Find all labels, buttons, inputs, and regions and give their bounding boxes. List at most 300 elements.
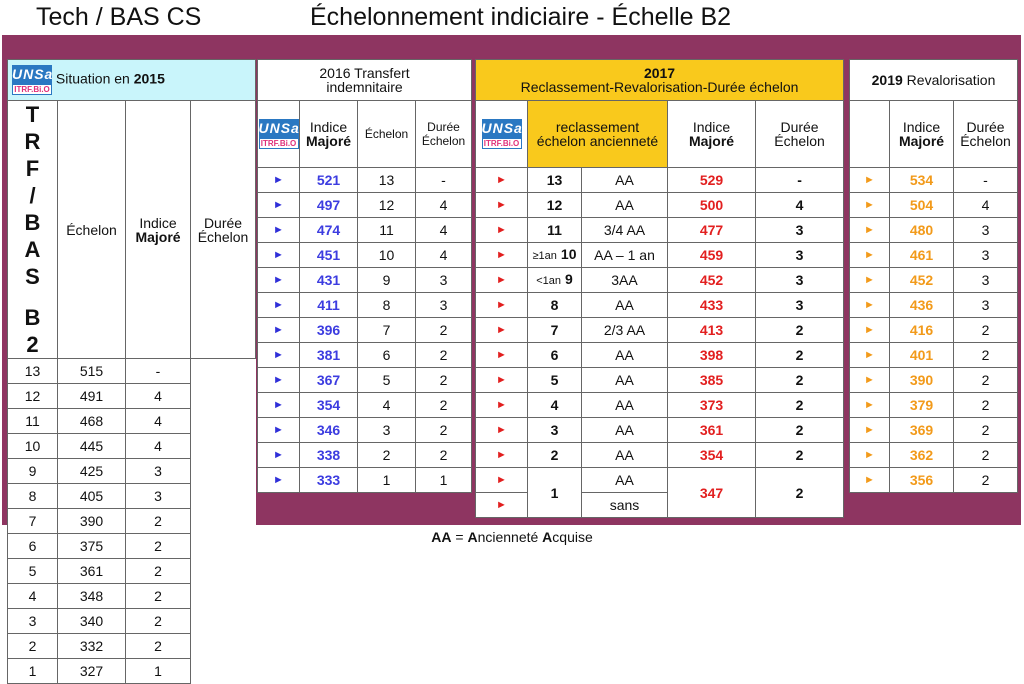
cell-duree: 2 [756,443,844,468]
cell-indice: 348 [58,584,126,609]
arrow-icon: ► [258,393,300,418]
header-duree: Durée Échelon [416,101,472,168]
panel-2017 [475,59,844,518]
table-row [850,318,1018,343]
page-title-right: Échelonnement indiciaire - Échelle B2 [310,3,732,31]
arrow-icon: ► [258,193,300,218]
cell-echelon: 8 [8,484,58,509]
arrow-icon: ► [850,368,890,393]
table-row [258,393,472,418]
cell-indice: 327 [58,659,126,684]
cell-anciennete: AA – 1 an [582,243,668,268]
cell-duree: 2 [954,368,1018,393]
table-row [8,559,256,584]
cell-indice: 529 [668,168,756,193]
arrow-icon: ► [258,368,300,393]
table-row [8,459,256,484]
cell-echelon-value: 9 [564,271,573,287]
table-row [258,218,472,243]
cell-echelon: 13 [528,168,582,193]
cell-echelon: 7 [8,509,58,534]
cell-echelon [528,243,582,268]
table-row [850,168,1018,193]
cell-duree: 2 [126,584,191,609]
table-row [8,359,256,384]
cell-echelon: 12 [528,193,582,218]
cell-indice: 369 [890,418,954,443]
body-2015 [8,359,256,684]
cell-anciennete: AA [582,443,668,468]
caption-row-2017 [476,60,844,101]
cell-duree: 3 [416,293,472,318]
cell-duree: 2 [756,468,844,518]
cell-echelon: 9 [8,459,58,484]
cell-echelon: 11 [528,218,582,243]
table-2016 [257,59,472,493]
side-label-letter: / [29,183,36,208]
table-row [476,468,844,493]
cell-echelon: 9 [358,268,416,293]
arrow-icon: ► [850,343,890,368]
cell-indice: 461 [890,243,954,268]
cell-duree: 2 [954,418,1018,443]
cell-duree: 3 [756,218,844,243]
cell-indice: 436 [890,293,954,318]
side-label-letter: T [25,102,40,127]
cell-indice: 452 [890,268,954,293]
table-row [476,268,844,293]
cell-echelon: 1 [8,659,58,684]
header-row-2015 [8,101,256,359]
cell-echelon: 6 [528,343,582,368]
cell-indice: 379 [890,393,954,418]
cell-duree: 3 [126,459,191,484]
cell-duree: 3 [756,243,844,268]
arrow-icon: ► [476,443,528,468]
arrow-icon: ► [476,368,528,393]
cell-prefix: ≥1an [532,250,557,262]
unsa-logo: UNSa ITRF.Bi.O [12,66,54,94]
arrow-icon: ► [258,168,300,193]
cell-indice: 396 [300,318,358,343]
cell-indice: 405 [58,484,126,509]
cell-anciennete: AA [582,193,668,218]
cell-duree: 2 [756,393,844,418]
side-label-letter: B [24,210,41,235]
cell-echelon: 11 [8,409,58,434]
table-row [476,218,844,243]
caption-row-2016 [258,60,472,101]
cell-echelon [528,268,582,293]
cell-duree: - [126,359,191,384]
cell-echelon: 3 [358,418,416,443]
cell-indice: 373 [668,393,756,418]
arrow-icon: ► [850,193,890,218]
cell-indice: 401 [890,343,954,368]
header-row-2016 [258,101,472,168]
cell-duree: 2 [954,468,1018,493]
cell-duree: 2 [126,509,191,534]
cell-indice: 361 [58,559,126,584]
cell-duree: 3 [954,218,1018,243]
side-label [8,101,58,359]
cell-duree: 2 [756,368,844,393]
cell-indice: 398 [668,343,756,368]
cell-indice: 431 [300,268,358,293]
cell-indice: 459 [668,243,756,268]
cell-duree: 3 [756,268,844,293]
arrow-icon: ► [850,168,890,193]
caption-2015 [8,60,256,101]
cell-indice: 332 [58,634,126,659]
cell-anciennete: 2/3 AA [582,318,668,343]
title-bar [0,0,1024,34]
cell-echelon: 11 [358,218,416,243]
cell-duree: 3 [954,243,1018,268]
arrow-icon: ► [850,293,890,318]
arrow-icon: ► [476,468,528,493]
body-2017 [476,168,844,518]
arrow-icon: ► [476,243,528,268]
table-2017 [475,59,844,518]
cell-echelon-value: 10 [560,246,577,262]
table-row [8,384,256,409]
panel-2016 [257,59,472,493]
cell-anciennete: AA [582,393,668,418]
arrow-icon: ► [476,318,528,343]
cell-echelon: 5 [528,368,582,393]
cell-duree: - [756,168,844,193]
table-row [8,484,256,509]
cell-anciennete: AA [582,368,668,393]
cell-indice: 515 [58,359,126,384]
side-label-letter [8,290,57,304]
cell-indice: 521 [300,168,358,193]
cell-indice: 480 [890,218,954,243]
cell-duree: 3 [954,268,1018,293]
cell-duree: 2 [756,418,844,443]
arrow-icon: ► [258,443,300,468]
cell-indice: 416 [890,318,954,343]
cell-echelon: 13 [8,359,58,384]
cell-echelon: 5 [358,368,416,393]
cell-duree: 2 [416,368,472,393]
header-indice: Indice Majoré [300,101,358,168]
header-duree: Durée Échelon [191,101,256,359]
cell-echelon: 1 [358,468,416,493]
cell-anciennete: AA [582,343,668,368]
cell-echelon: 13 [358,168,416,193]
table-row [476,343,844,368]
caption-2019: 2019 Revalorisation [850,60,1018,101]
cell-indice: 468 [58,409,126,434]
cell-prefix: <1an [536,275,561,287]
arrow-icon: ► [258,418,300,443]
side-label-letter: F [25,156,40,181]
cell-duree: 2 [126,634,191,659]
cell-indice: 385 [668,368,756,393]
table-2019 [849,59,1018,493]
cell-echelon: 4 [528,393,582,418]
header-indice: Indice Majoré [890,101,954,168]
cell-echelon: 12 [8,384,58,409]
header-empty [850,101,890,168]
cell-indice: 338 [300,443,358,468]
table-row [8,584,256,609]
cell-duree: 2 [954,343,1018,368]
cell-indice: 347 [668,468,756,518]
cell-echelon: 8 [358,293,416,318]
arrow-icon: ► [258,343,300,368]
cell-duree: 4 [416,193,472,218]
cell-indice: 425 [58,459,126,484]
table-row [476,318,844,343]
cell-indice: 354 [300,393,358,418]
cell-anciennete: sans [582,493,668,518]
table-row [850,418,1018,443]
header-duree: Durée Échelon [954,101,1018,168]
cell-echelon: 4 [358,393,416,418]
arrow-icon: ► [476,343,528,368]
cell-indice: 390 [890,368,954,393]
header-duree: Durée Échelon [756,101,844,168]
table-row [850,268,1018,293]
cell-duree: 2 [954,393,1018,418]
cell-echelon: 12 [358,193,416,218]
cell-duree: 2 [126,534,191,559]
side-label-letter: S [25,264,40,289]
cell-indice: 491 [58,384,126,409]
body-2019 [850,168,1018,493]
arrow-icon: ► [258,268,300,293]
cell-indice: 477 [668,218,756,243]
arrow-icon: ► [258,468,300,493]
table-row [850,343,1018,368]
table-row [258,268,472,293]
caption-2016: 2016 Transfert indemnitaire [258,60,472,101]
table-row [258,318,472,343]
caption-2015-year: 2015 [133,70,165,87]
cell-indice: 497 [300,193,358,218]
header-row-2017 [476,101,844,168]
cell-echelon: 10 [8,434,58,459]
cell-echelon: 7 [528,318,582,343]
cell-duree: 2 [126,609,191,634]
arrow-icon: ► [476,218,528,243]
table-row [8,634,256,659]
header-echelon: Échelon [58,101,126,359]
cell-echelon: 3 [528,418,582,443]
cell-echelon: 2 [528,443,582,468]
arrow-icon: ► [476,268,528,293]
arrow-icon: ► [476,393,528,418]
arrow-icon: ► [476,493,528,518]
cell-indice: 413 [668,318,756,343]
footnote: AA = Ancienneté Acquise [431,529,593,545]
cell-duree: 2 [416,343,472,368]
cell-anciennete: AA [582,168,668,193]
table-row [476,293,844,318]
cell-duree: 2 [416,418,472,443]
table-row [258,168,472,193]
arrow-icon: ► [258,243,300,268]
side-label-letter: A [24,237,41,262]
table-row [258,418,472,443]
page-title-left: Tech / BAS CS [36,3,202,31]
caption-row-2015 [8,60,256,101]
table-row [850,443,1018,468]
cell-indice: 346 [300,418,358,443]
cell-duree: 2 [416,318,472,343]
cell-echelon: 10 [358,243,416,268]
unsa-logo: UNSa ITRF.Bi.O [481,120,523,148]
arrow-icon: ► [850,218,890,243]
cell-duree: 4 [126,434,191,459]
cell-duree: 2 [126,559,191,584]
arrow-icon: ► [850,318,890,343]
cell-echelon: 2 [8,634,58,659]
table-row [476,443,844,468]
arrow-icon: ► [850,393,890,418]
cell-indice: 451 [300,243,358,268]
arrow-icon: ► [850,268,890,293]
side-label-letter: 2 [26,332,39,357]
caption-2017: 2017 Reclassement-Revalorisation-Durée échelon [476,60,844,101]
cell-echelon: 2 [358,443,416,468]
cell-indice: 452 [668,268,756,293]
table-row [8,609,256,634]
unsa-logo-cell [476,101,528,168]
cell-anciennete: AA [582,418,668,443]
cell-duree: 2 [756,343,844,368]
cell-indice: 433 [668,293,756,318]
cell-duree: 4 [756,193,844,218]
cell-duree: 4 [126,409,191,434]
cell-duree: 3 [756,293,844,318]
cell-duree: - [416,168,472,193]
cell-indice: 340 [58,609,126,634]
cell-indice: 381 [300,343,358,368]
cell-anciennete: AA [582,293,668,318]
cell-duree: 4 [416,218,472,243]
header-indice: Indice Majoré [668,101,756,168]
cell-echelon: 7 [358,318,416,343]
header-row-2019 [850,101,1018,168]
cell-duree: 4 [416,243,472,268]
cell-anciennete: 3/4 AA [582,218,668,243]
table-row [258,368,472,393]
side-label-letter: R [24,129,41,154]
cell-indice: 534 [890,168,954,193]
cell-echelon: 4 [8,584,58,609]
side-label-letter: B [24,305,41,330]
cell-indice: 474 [300,218,358,243]
table-row [476,368,844,393]
cell-echelon: 3 [8,609,58,634]
table-row [258,293,472,318]
cell-duree: 2 [756,318,844,343]
cell-indice: 367 [300,368,358,393]
cell-indice: 333 [300,468,358,493]
panel-2019 [849,59,1018,493]
unsa-logo-cell [258,101,300,168]
arrow-icon: ► [476,168,528,193]
table-row [850,193,1018,218]
arrow-icon: ► [258,218,300,243]
table-2015 [7,59,256,684]
header-reclassement: reclassement échelon ancienneté [528,101,668,168]
table-row [476,393,844,418]
cell-indice: 390 [58,509,126,534]
cell-duree: 4 [126,384,191,409]
cell-duree: 2 [416,443,472,468]
table-row [850,393,1018,418]
cell-echelon: 6 [8,534,58,559]
table-row [476,418,844,443]
arrow-icon: ► [850,243,890,268]
arrow-icon: ► [476,193,528,218]
arrow-icon: ► [258,318,300,343]
body-2016 [258,168,472,493]
cell-duree: 3 [126,484,191,509]
cell-indice: 354 [668,443,756,468]
cell-indice: 504 [890,193,954,218]
arrow-icon: ► [258,293,300,318]
cell-duree: 4 [954,193,1018,218]
arrow-icon: ► [850,418,890,443]
cell-duree: 1 [416,468,472,493]
cell-indice: 356 [890,468,954,493]
cell-duree: 3 [416,268,472,293]
unsa-logo: UNSa ITRF.Bi.O [258,120,300,148]
cell-echelon: 6 [358,343,416,368]
cell-duree: 3 [954,293,1018,318]
table-row [258,193,472,218]
caption-2015-prefix: Situation en [55,70,134,87]
table-row [850,218,1018,243]
panel-2015 [7,59,256,684]
table-row [476,243,844,268]
cell-indice: 362 [890,443,954,468]
header-indice: Indice Majoré [126,101,191,359]
side-label-text [8,101,57,358]
table-row [476,193,844,218]
cell-anciennete: AA [582,468,668,493]
table-row [258,343,472,368]
arrow-icon: ► [476,293,528,318]
table-row [850,368,1018,393]
table-row [850,293,1018,318]
table-row [476,168,844,193]
arrow-icon: ► [850,443,890,468]
cell-duree: 2 [416,393,472,418]
table-row [850,243,1018,268]
cell-anciennete: 3AA [582,268,668,293]
cell-indice: 375 [58,534,126,559]
arrow-icon: ► [850,468,890,493]
cell-echelon: 8 [528,293,582,318]
cell-echelon: 5 [8,559,58,584]
cell-duree: 1 [126,659,191,684]
table-row [258,468,472,493]
table-row [258,443,472,468]
table-row [8,659,256,684]
table-row [8,409,256,434]
header-echelon: Échelon [358,101,416,168]
caption-row-2019 [850,60,1018,101]
cell-indice: 445 [58,434,126,459]
cell-duree: 2 [954,318,1018,343]
